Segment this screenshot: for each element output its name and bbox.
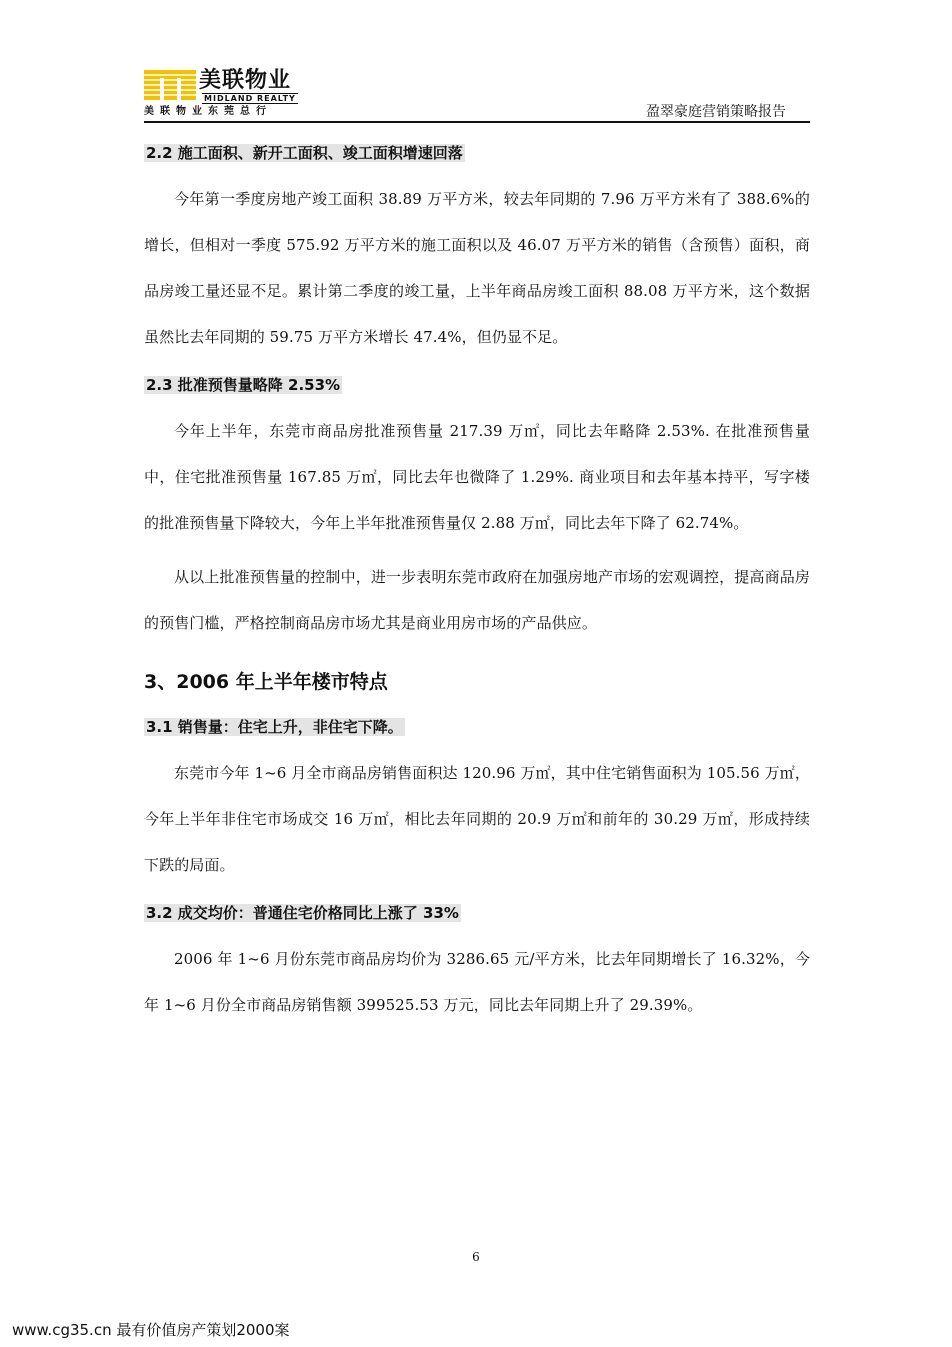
section-heading-2-2: 2.2 施工面积、新开工面积、竣工面积增速回落 bbox=[146, 144, 463, 162]
section-heading-3: 3、2006 年上半年楼市特点 bbox=[144, 671, 388, 693]
company-logo bbox=[144, 68, 319, 118]
page-content bbox=[144, 138, 810, 1028]
page-number: 6 bbox=[472, 1250, 480, 1264]
section-heading-3-1: 3.1 销售量：住宅上升，非住宅下降。 bbox=[146, 718, 403, 736]
report-title: 盈翠豪庭营销策略报告 bbox=[646, 104, 786, 120]
logo-subtitle: 美联物业东莞总行 bbox=[144, 106, 272, 117]
paragraph: 今年第一季度房地产竣工面积 38.89 万平方米，较去年同期的 7.96 万平方米有了 388.6%的增长，但相对一季度 575.92 万平方米的施工面积以及 46.07 万平方米的销售（含预售）面积，商品房竣工量还显不足。累计第二季度的竣工量，上半年商品房竣工面积 88.08 万平方米，这个数据虽然比去年同期的 59.75 万平方米增长 47.4%，但仍显不足。 bbox=[144, 190, 810, 346]
section-heading-2-3: 2.3 批准预售量略降 2.53% bbox=[146, 376, 341, 394]
section-heading-3-2: 3.2 成交均价：普通住宅价格同比上涨了 33% bbox=[146, 904, 459, 922]
paragraph: 今年上半年，东莞市商品房批准预售量 217.39 万㎡，同比去年略降 2.53%. 在批准预售量中，住宅批准预售量 167.85 万㎡，同比去年也微降了 1.29%. 商业项目和去年基本持平，写字楼的批准预售量下降较大，今年上半年批准预售量仅 2.88 万㎡，同比去年下降了 62.74%。 bbox=[144, 422, 810, 532]
header-divider bbox=[144, 121, 810, 123]
midland-logo-icon bbox=[144, 70, 196, 100]
footer-watermark: www.cg35.cn 最有价值房产策划2000案 bbox=[12, 1321, 290, 1339]
paragraph: 2006 年 1~6 月份东莞市商品房均价为 3286.65 元/平方米，比去年同期增长了 16.32%，今年 1~6 月份全市商品房销售额 399525.53 万元，同比去年同期上升了 29.39%。 bbox=[144, 950, 810, 1014]
logo-english-name: MIDLAND REALTY bbox=[204, 94, 296, 103]
logo-name: 美联物业 bbox=[199, 68, 292, 93]
paragraph: 东莞市今年 1~6 月全市商品房销售面积达 120.96 万㎡，其中住宅销售面积为 105.56 万㎡，今年上半年非住宅市场成交 16 万㎡，相比去年同期的 20.9 万㎡和前年的 30.29 万㎡，形成持续下跌的局面。 bbox=[144, 764, 810, 874]
paragraph: 从以上批准预售量的控制中，进一步表明东莞市政府在加强房地产市场的宏观调控，提高商品房的预售门槛，严格控制商品房市场尤其是商业用房市场的产品供应。 bbox=[144, 568, 810, 632]
